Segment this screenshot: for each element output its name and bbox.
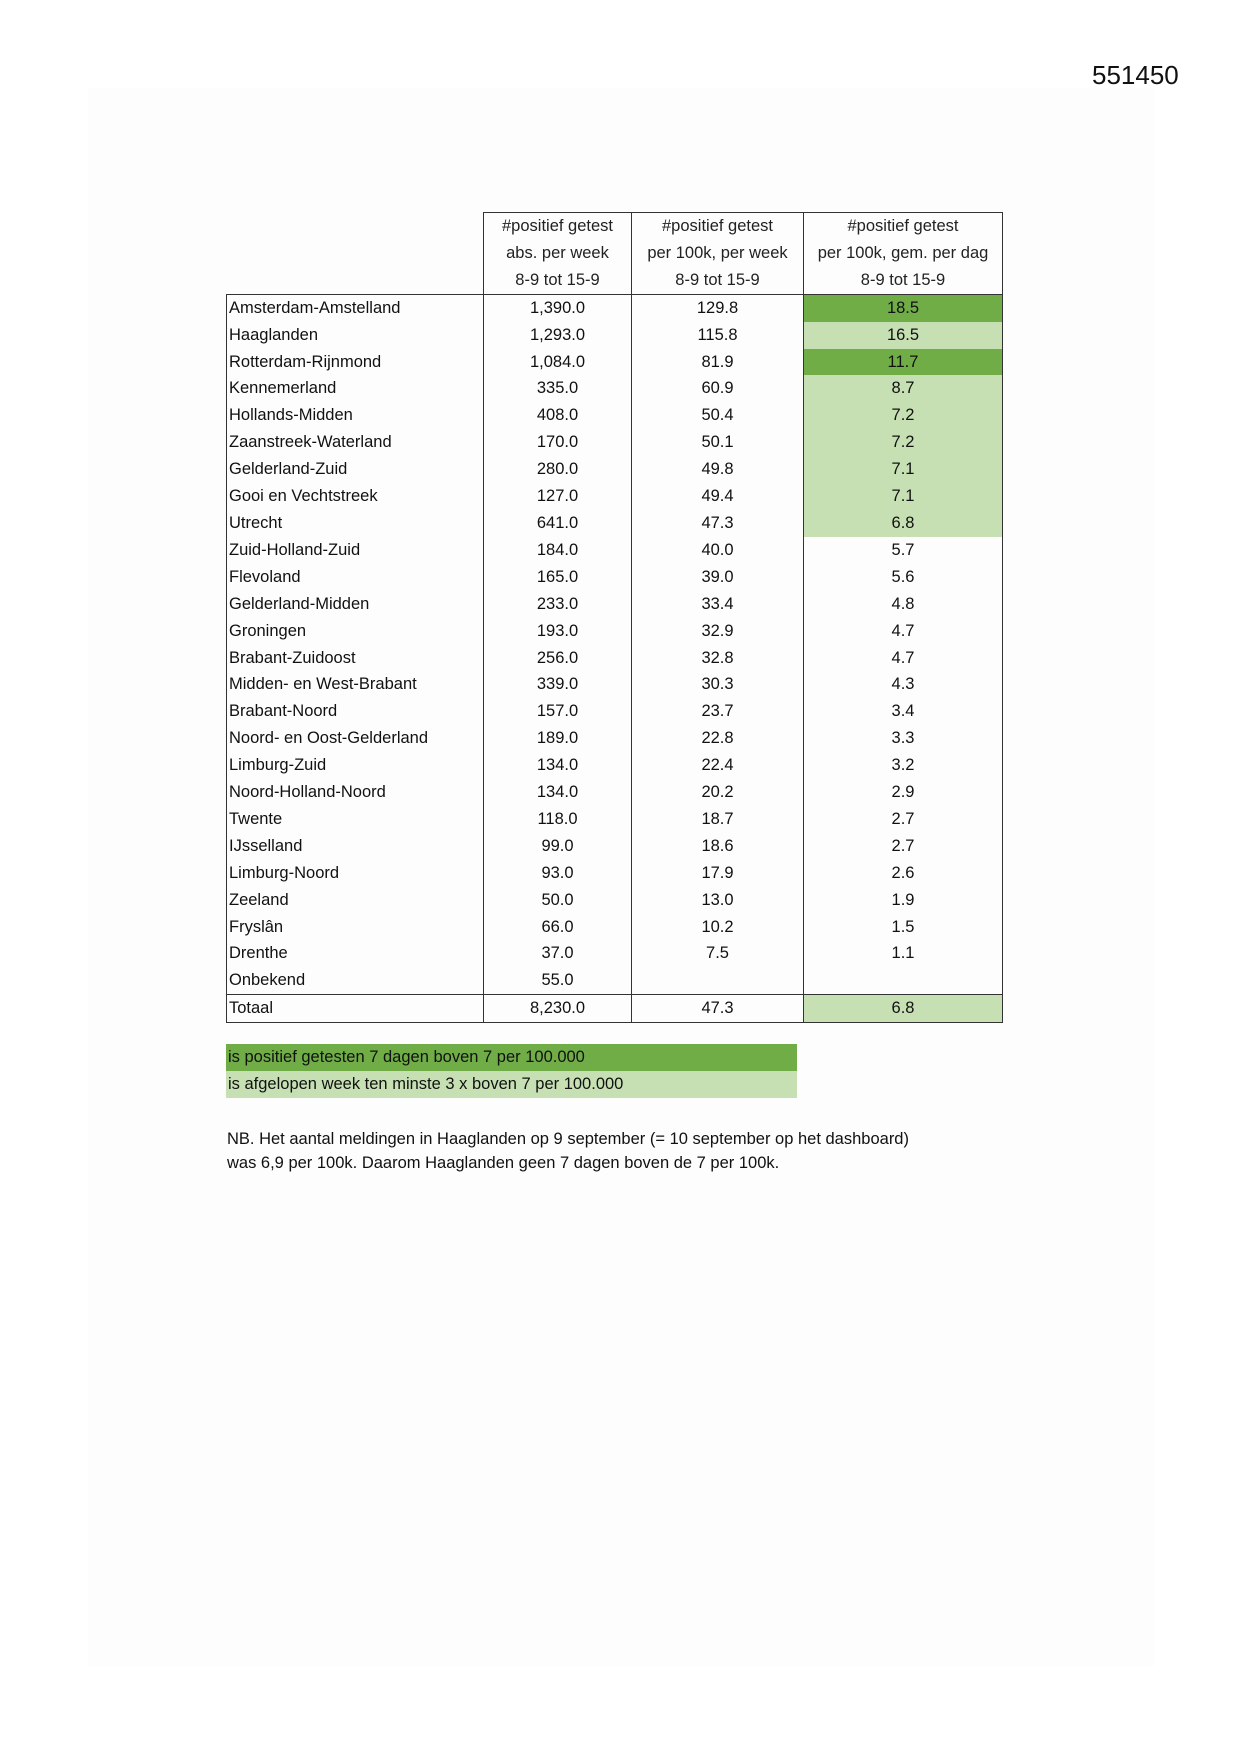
table-row: [227, 537, 1003, 564]
header-row-2: [227, 240, 1003, 267]
per-week-cell: 49.8: [632, 456, 804, 483]
per-week-cell: 40.0: [632, 537, 804, 564]
per-week-cell: 39.0: [632, 564, 804, 591]
per-day-cell: 1.9: [804, 887, 1003, 914]
region-cell: Zeeland: [227, 887, 484, 914]
header-per-day-line1: #positief getest: [804, 213, 1003, 240]
table-row: [227, 725, 1003, 752]
header-per-week-line3: 8-9 tot 15-9: [632, 267, 804, 294]
per-day-cell: 4.7: [804, 618, 1003, 645]
header-abs-line3: 8-9 tot 15-9: [484, 267, 632, 294]
positive-tests-table: [226, 212, 1003, 1023]
abs-cell: 165.0: [484, 564, 632, 591]
per-day-cell: 16.5: [804, 322, 1003, 349]
table-row: [227, 349, 1003, 376]
header-per-day-line3: 8-9 tot 15-9: [804, 267, 1003, 294]
per-week-cell: 50.4: [632, 402, 804, 429]
total-row: [227, 995, 1003, 1023]
header-abs-line2: abs. per week: [484, 240, 632, 267]
total-abs: 8,230.0: [484, 995, 632, 1023]
per-day-cell: 6.8: [804, 510, 1003, 537]
region-header-blank: [227, 213, 484, 240]
abs-cell: 134.0: [484, 779, 632, 806]
per-week-cell: 13.0: [632, 887, 804, 914]
per-week-cell: 23.7: [632, 698, 804, 725]
region-cell: Drenthe: [227, 940, 484, 967]
per-day-cell: 5.6: [804, 564, 1003, 591]
abs-cell: 280.0: [484, 456, 632, 483]
region-cell: Brabant-Noord: [227, 698, 484, 725]
region-cell: Kennemerland: [227, 375, 484, 402]
per-day-cell: 8.7: [804, 375, 1003, 402]
per-day-cell: 4.3: [804, 671, 1003, 698]
table-row: [227, 860, 1003, 887]
per-day-cell: 7.1: [804, 483, 1003, 510]
per-week-cell: 32.9: [632, 618, 804, 645]
table-row: [227, 483, 1003, 510]
per-week-cell: 129.8: [632, 294, 804, 321]
table-row: [227, 294, 1003, 321]
abs-cell: 408.0: [484, 402, 632, 429]
table-row: [227, 914, 1003, 941]
table-row: [227, 779, 1003, 806]
region-cell: Onbekend: [227, 967, 484, 994]
total-per-day: 6.8: [804, 995, 1003, 1023]
table-row: [227, 456, 1003, 483]
per-week-cell: 17.9: [632, 860, 804, 887]
table-row: [227, 618, 1003, 645]
header-per-week-line2: per 100k, per week: [632, 240, 804, 267]
table-row: [227, 322, 1003, 349]
abs-cell: 50.0: [484, 887, 632, 914]
abs-cell: 134.0: [484, 752, 632, 779]
table-row: [227, 698, 1003, 725]
table-body: [227, 294, 1003, 995]
per-day-cell: 1.5: [804, 914, 1003, 941]
per-day-cell: 3.4: [804, 698, 1003, 725]
per-week-cell: 60.9: [632, 375, 804, 402]
header-row-3: [227, 267, 1003, 294]
per-week-cell: 22.8: [632, 725, 804, 752]
legend-dark-green: is positief getesten 7 dagen boven 7 per 100.000: [226, 1044, 797, 1071]
per-day-cell: 2.7: [804, 806, 1003, 833]
abs-cell: 99.0: [484, 833, 632, 860]
abs-cell: 1,293.0: [484, 322, 632, 349]
table-row: [227, 671, 1003, 698]
table-row: [227, 940, 1003, 967]
region-cell: Utrecht: [227, 510, 484, 537]
region-cell: Zuid-Holland-Zuid: [227, 537, 484, 564]
per-day-cell: 7.2: [804, 429, 1003, 456]
table-row: [227, 402, 1003, 429]
footnote-line-2: was 6,9 per 100k. Daarom Haaglanden geen 7 dagen boven de 7 per 100k.: [227, 1154, 780, 1172]
table-row: [227, 806, 1003, 833]
per-week-cell: 32.8: [632, 645, 804, 672]
per-day-cell: 4.8: [804, 591, 1003, 618]
per-week-cell: 49.4: [632, 483, 804, 510]
header-row-1: [227, 213, 1003, 240]
table-row: [227, 510, 1003, 537]
abs-cell: 184.0: [484, 537, 632, 564]
per-week-cell: 50.1: [632, 429, 804, 456]
document-number: 551450: [1092, 60, 1179, 90]
region-cell: IJsselland: [227, 833, 484, 860]
per-day-cell: 11.7: [804, 349, 1003, 376]
per-week-cell: 18.6: [632, 833, 804, 860]
per-day-cell: 18.5: [804, 294, 1003, 321]
per-day-cell: 4.7: [804, 645, 1003, 672]
region-cell: Zaanstreek-Waterland: [227, 429, 484, 456]
per-week-cell: 47.3: [632, 510, 804, 537]
region-cell: Groningen: [227, 618, 484, 645]
table-row: [227, 375, 1003, 402]
table-row: [227, 645, 1003, 672]
per-day-cell: 3.3: [804, 725, 1003, 752]
legend-light-green: is afgelopen week ten minste 3 x boven 7 per 100.000: [226, 1071, 797, 1098]
region-cell: Midden- en West-Brabant: [227, 671, 484, 698]
header-per-week-line1: #positief getest: [632, 213, 804, 240]
per-day-cell: 7.1: [804, 456, 1003, 483]
region-cell: Flevoland: [227, 564, 484, 591]
table-row: [227, 429, 1003, 456]
per-week-cell: 81.9: [632, 349, 804, 376]
region-cell: Haaglanden: [227, 322, 484, 349]
abs-cell: 189.0: [484, 725, 632, 752]
abs-cell: 37.0: [484, 940, 632, 967]
table-row: [227, 967, 1003, 994]
per-week-cell: 18.7: [632, 806, 804, 833]
per-week-cell: 30.3: [632, 671, 804, 698]
region-cell: Twente: [227, 806, 484, 833]
table-row: [227, 591, 1003, 618]
abs-cell: 1,084.0: [484, 349, 632, 376]
abs-cell: 256.0: [484, 645, 632, 672]
region-cell: Gelderland-Zuid: [227, 456, 484, 483]
footnote-line-1: NB. Het aantal meldingen in Haaglanden op 9 september (= 10 september op het dashboard): [227, 1130, 909, 1148]
per-week-cell: 20.2: [632, 779, 804, 806]
per-week-cell: 115.8: [632, 322, 804, 349]
region-cell: Noord- en Oost-Gelderland: [227, 725, 484, 752]
per-week-cell: 10.2: [632, 914, 804, 941]
table-row: [227, 833, 1003, 860]
abs-cell: 233.0: [484, 591, 632, 618]
abs-cell: 127.0: [484, 483, 632, 510]
abs-cell: 339.0: [484, 671, 632, 698]
total-label: Totaal: [227, 995, 484, 1023]
region-cell: Gooi en Vechtstreek: [227, 483, 484, 510]
region-cell: Amsterdam-Amstelland: [227, 294, 484, 321]
abs-cell: 157.0: [484, 698, 632, 725]
per-day-cell: 2.6: [804, 860, 1003, 887]
abs-cell: 93.0: [484, 860, 632, 887]
per-day-cell: 7.2: [804, 402, 1003, 429]
per-week-cell: 22.4: [632, 752, 804, 779]
abs-cell: 66.0: [484, 914, 632, 941]
header-per-day-line2: per 100k, gem. per dag: [804, 240, 1003, 267]
region-cell: Rotterdam-Rijnmond: [227, 349, 484, 376]
region-cell: Limburg-Noord: [227, 860, 484, 887]
region-cell: Brabant-Zuidoost: [227, 645, 484, 672]
per-week-cell: 33.4: [632, 591, 804, 618]
per-day-cell: 5.7: [804, 537, 1003, 564]
footnote: [227, 1127, 1007, 1175]
per-day-cell: [804, 967, 1003, 994]
region-cell: Limburg-Zuid: [227, 752, 484, 779]
table-row: [227, 752, 1003, 779]
per-day-cell: 2.9: [804, 779, 1003, 806]
per-day-cell: 1.1: [804, 940, 1003, 967]
per-day-cell: 3.2: [804, 752, 1003, 779]
abs-cell: 118.0: [484, 806, 632, 833]
region-cell: Hollands-Midden: [227, 402, 484, 429]
region-cell: Noord-Holland-Noord: [227, 779, 484, 806]
per-week-cell: [632, 967, 804, 994]
table-row: [227, 564, 1003, 591]
abs-cell: 193.0: [484, 618, 632, 645]
per-week-cell: 7.5: [632, 940, 804, 967]
header-abs-line1: #positief getest: [484, 213, 632, 240]
abs-cell: 170.0: [484, 429, 632, 456]
region-cell: Fryslân: [227, 914, 484, 941]
region-cell: Gelderland-Midden: [227, 591, 484, 618]
legend: [226, 1044, 797, 1098]
abs-cell: 55.0: [484, 967, 632, 994]
abs-cell: 1,390.0: [484, 294, 632, 321]
table-row: [227, 887, 1003, 914]
abs-cell: 335.0: [484, 375, 632, 402]
per-day-cell: 2.7: [804, 833, 1003, 860]
abs-cell: 641.0: [484, 510, 632, 537]
total-per-week: 47.3: [632, 995, 804, 1023]
